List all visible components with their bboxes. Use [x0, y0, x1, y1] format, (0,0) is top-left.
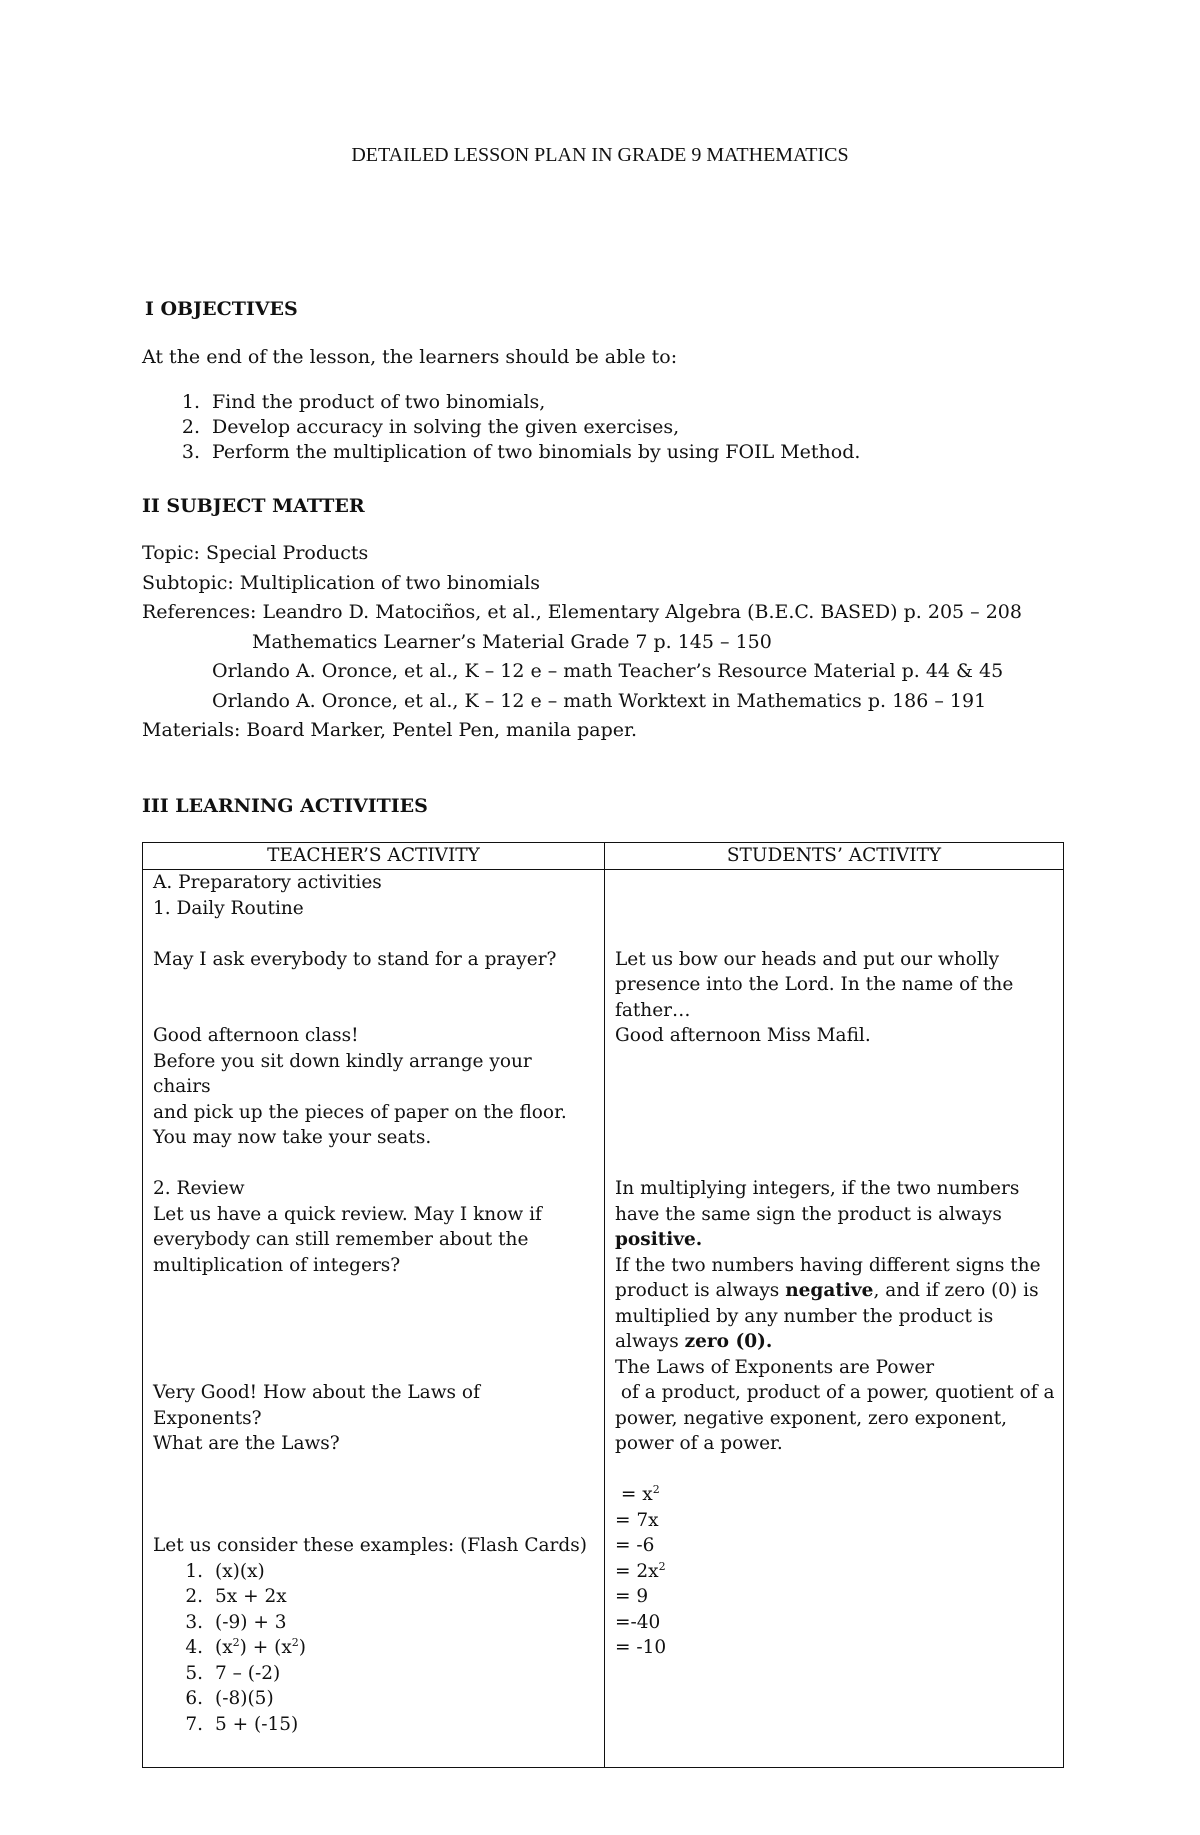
flash-card-answers [615, 1482, 1053, 1661]
list-item: =-40 [615, 1611, 661, 1633]
list-item: = -6 [615, 1535, 655, 1556]
student-line: In multiplying integers, if the two numbers [615, 1178, 1020, 1199]
document-title: DETAILED LESSON PLAN IN GRADE 9 MATHEMATICS [351, 144, 849, 166]
reference-line: References: Leandro D. Matociños, et al., Elementary Algebra (B.E.C. BASED) p. 205 – 208 [142, 601, 1022, 623]
student-line: always zero (0). [615, 1331, 773, 1352]
list-item: 6. (-8)(5) [185, 1688, 274, 1709]
student-line: father… [615, 999, 691, 1021]
teacher-line: and pick up the pieces of paper on the floor. [153, 1101, 567, 1123]
table-header-row [143, 843, 1064, 870]
teacher-activity-cell [143, 870, 605, 1768]
list-item: 1. (x)(x) [185, 1560, 265, 1582]
student-line: If the two numbers having different signs the [615, 1254, 1041, 1276]
list-item: = -10 [615, 1637, 667, 1658]
list-item: = $2x^2$ [615, 1559, 666, 1582]
student-line: Let us bow our heads and put our wholly [615, 948, 1000, 970]
objectives-intro: At the end of the lesson, the learners should be able to: [142, 346, 678, 368]
list-item: 2. 5x + 2x [185, 1586, 287, 1607]
list-item: 7. 5 + (-15) [185, 1713, 299, 1735]
list-item: 5. 7 – (-2) [185, 1662, 281, 1684]
materials: Materials: Board Marker, Pentel Pen, manila paper. [142, 719, 638, 741]
student-line: power, negative exponent, zero exponent, [615, 1407, 1008, 1429]
student-line: multiplied by any number the product is [615, 1305, 994, 1327]
teacher-line: May I ask everybody to stand for a prayer? [153, 948, 557, 970]
teacher-line: Good afternoon class! [153, 1025, 359, 1046]
students-activity-cell [605, 870, 1064, 1768]
list-item: 4. $(x^2) + (x^2)$ [185, 1635, 307, 1658]
teacher-line: Let us have a quick review. May I know if [153, 1203, 542, 1225]
student-line: positive. [615, 1229, 703, 1250]
teacher-line: You may now take your seats. [153, 1127, 432, 1148]
prep-heading: A. Preparatory activities [153, 872, 382, 893]
teacher-line: Before you sit down kindly arrange your chairs [153, 1050, 532, 1097]
objective-item: 2. Develop accuracy in solving the given exercises, [181, 416, 680, 438]
student-line: have the same sign the product is always [615, 1203, 1002, 1225]
reference-line: Mathematics Learner’s Material Grade 7 p. 145 – 150 [252, 630, 772, 653]
subject-matter-block [142, 541, 1022, 748]
table-row [143, 870, 1064, 1768]
teacher-activity-header: TEACHER’S ACTIVITY [143, 843, 605, 870]
student-line: presence into the Lord. In the name of the [615, 974, 1014, 995]
objective-item: 1. Find the product of two binomials, [181, 391, 546, 413]
student-line: Good afternoon Miss Mafil. [615, 1025, 871, 1046]
reference-line: Orlando A. Oronce, et al., K – 12 e – math Teacher’s Resource Material p. 44 & 45 [212, 660, 1004, 682]
objective-item: 3. Perform the multiplication of two binomials by using FOIL Method. [181, 441, 861, 463]
topic: Topic: Special Products [142, 542, 369, 564]
learning-activities-heading: III LEARNING ACTIVITIES [142, 795, 428, 817]
subject-matter-heading: II SUBJECT MATTER [142, 495, 365, 517]
list-item: = 9 [615, 1586, 649, 1607]
students-activity-header: STUDENTS’ ACTIVITY [605, 843, 1064, 870]
objectives-list [142, 390, 860, 465]
review-heading: 2. Review [153, 1178, 245, 1199]
teacher-line: multiplication of integers? [153, 1254, 401, 1276]
student-line: product is always negative, and if zero (0) is [615, 1280, 1039, 1301]
list-item: 3. (-9) + 3 [185, 1611, 287, 1633]
student-line: of a product, product of a power, quotient of a [615, 1382, 1055, 1403]
flash-cards-intro: Let us consider these examples: (Flash Cards) [153, 1535, 587, 1556]
subtopic: Subtopic: Multiplication of two binomials [142, 571, 541, 594]
teacher-line: everybody can still remember about the [153, 1229, 529, 1250]
flash-card-list [153, 1559, 594, 1738]
teacher-line: Very Good! How about the Laws of Exponents? [153, 1382, 480, 1429]
reference-line: Orlando A. Oronce, et al., K – 12 e – math Worktext in Mathematics p. 186 – 191 [212, 689, 987, 712]
list-item: = 7x [615, 1509, 659, 1531]
activities-table [142, 842, 1064, 1768]
student-line: The Laws of Exponents are Power [615, 1356, 935, 1378]
teacher-line: What are the Laws? [153, 1433, 340, 1454]
list-item: = $x^2$ [615, 1482, 660, 1505]
daily-routine-heading: 1. Daily Routine [153, 897, 304, 919]
objectives-heading: I OBJECTIVES [145, 298, 298, 320]
student-line: power of a power. [615, 1433, 783, 1454]
